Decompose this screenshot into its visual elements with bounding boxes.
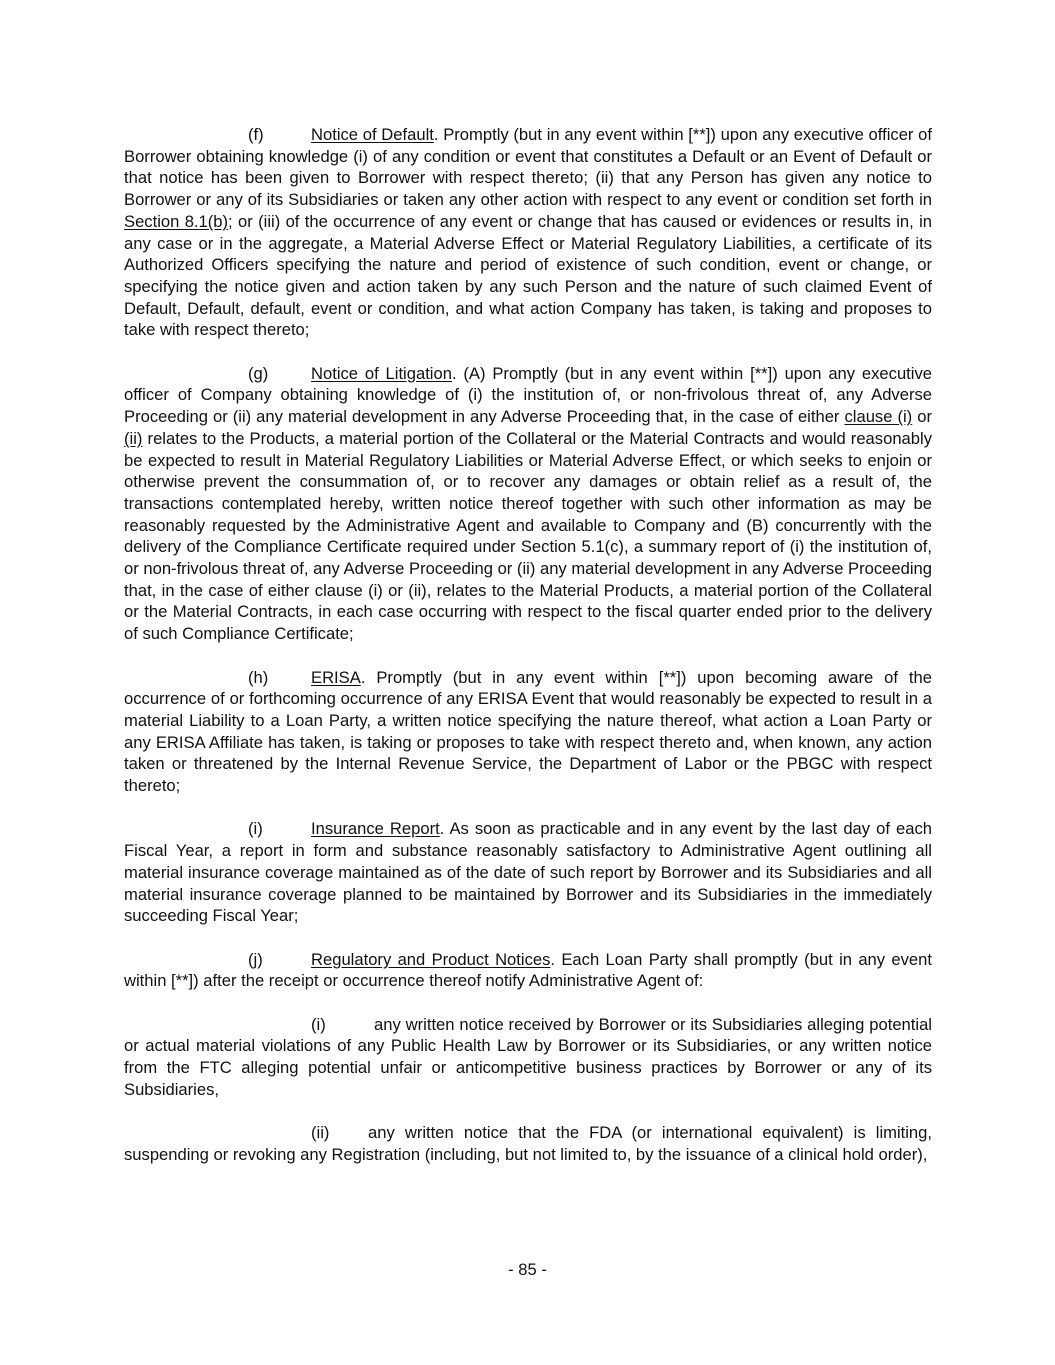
section-j-paragraph [124, 949, 932, 992]
section-h-text: . Promptly (but in any event within [**]) upon becoming aware of the occurrence of or forthcoming occurrence of any ERISA Event that would reasonably be expected to result in a material Liability to a Loan Party, a written notice specifying the nature thereof, what action a Loan Party or any ERISA Affiliate has taken, is taking or proposes to take with respect thereto and, when known, any action taken or threatened by the Internal Revenue Service, the Department of Labor or the PBGC with respect thereto; [124, 667, 932, 796]
section-i-text: . As soon as practicable and in any event by the last day of each Fiscal Year, a report in form and substance reasonably satisfactory to Administrative Agent outlining all material insurance coverage maintained as of the date of such report by Borrower and its Subsidiaries and all material insurance coverage planned to be maintained by Borrower and its Subsidiaries in the immediately succeeding Fiscal Year; [124, 819, 932, 926]
section-h-paragraph [124, 667, 932, 797]
section-f-title: Notice of Default [311, 125, 434, 144]
section-j-item-i-marker: (i) [311, 1014, 326, 1034]
section-g-marker: (g) [248, 363, 269, 383]
section-g-text-3: relates to the Products, a material portion of the Collateral or the Material Contracts and would reasonably be expected to result in Material Regulatory Liabilities or Material Adverse Effect, or which seeks to enjoin or otherwise prevent the consummation of, or to recover any damages or obtain relief as a result of, the transactions contemplated hereby, written notice thereof together with such other information as may be reasonably requested by the Administrative Agent and available to Company and (B) concurrently with the delivery of the Compliance Certificate required under Section 5.1(c), a summary report of (i) the institution of, or non-frivolous threat of, any Adverse Proceeding or (ii) any material development in any Adverse Proceeding that, in the case of either clause (i) or (ii), relates to the Material Products, a material portion of the Collateral or the Material Contracts, in each case occurring with respect to the fiscal quarter ended prior to the delivery of such Compliance Certificate; [124, 428, 932, 644]
section-g-paragraph [124, 363, 932, 645]
page-number: - 85 - [508, 1260, 547, 1279]
section-f-text-2: ; or (iii) of the occurrence of any event or change that has caused or evidences or results in, in any case or in the aggregate, a Material Adverse Effect or Material Regulatory Liabilities, a certificate of its Authorized Officers specifying the nature and period of existence of such condition, event or change, or specifying the notice given and action taken by any such Person and the nature of such claimed Event of Default, Default, default, event or condition, and what action Company has taken, is taking and proposes to take with respect thereto; [124, 211, 932, 340]
section-f-reference: Section 8.1(b) [124, 211, 229, 231]
section-i-paragraph [124, 818, 932, 927]
section-h-marker: (h) [248, 667, 269, 687]
section-j-item-ii-text: any written notice that the FDA (or international equivalent) is limiting, suspending or revoking any Registration (including, but not limited to, by the issuance of a clinical hold order), [124, 1123, 932, 1164]
section-i-title: Insurance Report [311, 819, 440, 839]
section-h-title: ERISA [311, 667, 361, 687]
section-j-item-i [124, 1014, 932, 1101]
section-f-text-1: . Promptly (but in any event within [**]) upon any executive officer of Borrower obtaining knowledge (i) of any condition or event that constitutes a Default or an Event of Default or that notice has been given to Borrower with respect thereto; (ii) that any Person has given any notice to Borrower or any of its Subsidiaries or taken any other action with respect to any event or condition set forth in [124, 125, 933, 210]
section-j-marker: (j) [248, 949, 263, 969]
section-g-reference-1: clause (i) [844, 407, 913, 427]
section-j-title: Regulatory and Product Notices [311, 949, 551, 969]
section-i-marker: (i) [248, 819, 263, 839]
section-g-text-2: or [912, 407, 932, 427]
section-g-text-1: . (A) Promptly (but in any event within [**]) upon any executive officer of Company obtaining knowledge of (i) the institution of, or non-frivolous threat of, any Adverse Proceeding or (ii) any material development in any Adverse Proceeding that, in the case of either [124, 363, 932, 427]
section-j-item-i-text: any written notice received by Borrower or its Subsidiaries alleging potential or actual material violations of any Public Health Law by Borrower or its Subsidiaries, or any written notice from the FTC alleging potential unfair or anticompetitive business practices by Borrower or any of its Subsidiaries, [124, 1014, 932, 1099]
section-j-item-ii-marker: (ii) [311, 1123, 330, 1143]
section-f-marker: (f) [248, 125, 264, 144]
section-j-text: . Each Loan Party shall promptly (but in any event within [**]) after the receipt or occurrence thereof notify Administrative Agent of: [124, 949, 932, 991]
section-g-title: Notice of Litigation [311, 363, 452, 383]
section-f-paragraph [124, 124, 932, 341]
section-j-item-ii [124, 1122, 932, 1165]
document-body [124, 124, 932, 1187]
section-g-reference-2: (ii) [124, 428, 143, 448]
